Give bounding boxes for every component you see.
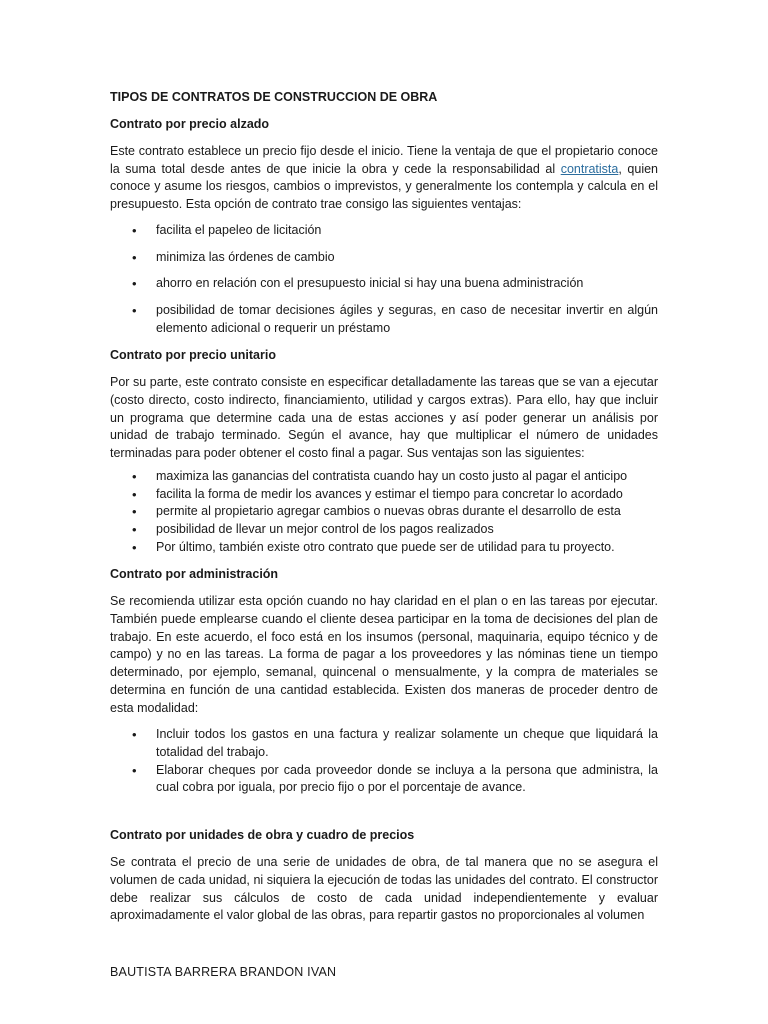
list-item: • facilita la forma de medir los avances y estimar el tiempo para concretar lo acordado (110, 486, 658, 504)
section-paragraph-administracion: Se recomienda utilizar esta opción cuando no hay claridad en el plan o en las tareas por ejecutar. También puede emplearse cuando el cliente desea participar en la toma de decisiones del plan de trabajo. En este acuerdo, el foco está en los insumos (personal, maquinaria, equipo técnico y de campo) y no en las tareas. La forma de pagar a los proveedores y las nóminas tiene un tiempo determinado, por ejemplo, semanal, quincenal o mensualmente, y la compra de materiales se determina en función de una cantidad establecida. Existen dos maneras de proceder dentro de esta modalidad: (110, 594, 658, 715)
list-item: • posibilidad de llevar un mejor control de los pagos realizados (110, 521, 658, 539)
footer-author: BAUTISTA BARRERA BRANDON IVAN (110, 965, 337, 979)
section-heading-administracion: Contrato por administración (110, 567, 279, 582)
list-item: • Por último, también existe otro contrato que puede ser de utilidad para tu proyecto. (110, 539, 658, 557)
list-item: • minimiza las órdenes de cambio (110, 249, 658, 267)
contratista-link[interactable]: contratista (560, 161, 619, 176)
document-title: TIPOS DE CONTRATOS DE CONSTRUCCION DE OBRA (110, 90, 438, 104)
section-paragraph-precio-unitario: Por su parte, este contrato consiste en especificar detalladamente las tareas que se van a ejecutar (costo directo, costo indirecto, financiamiento, utilidad y cargos extras). Para ello, hay que incluir un programa que determine cada una de estas acciones y así poder generar un análisis por unidad de trabajo terminado. Según el avance, hay que multiplicar el número de unidades terminadas para poder obtener el costo final a pagar. Sus ventajas son las siguientes: (110, 375, 658, 461)
advantages-list-precio-alzado (110, 222, 658, 338)
list-item: • Incluir todos los gastos en una factura y realizar solamente un cheque que liquidará la totalidad del trabajo. (110, 726, 658, 761)
advantages-list-precio-unitario (110, 468, 658, 557)
section-heading-precio-unitario: Contrato por precio unitario (110, 348, 276, 363)
list-item: • maximiza las ganancias del contratista cuando hay un costo justo al pagar el anticipo (110, 468, 658, 486)
section-heading-unidades-de-obra: Contrato por unidades de obra y cuadro de precios (110, 828, 415, 843)
procedures-list-administracion (110, 726, 658, 797)
list-item: • ahorro en relación con el presupuesto inicial si hay una buena administración (110, 275, 658, 293)
paragraph-text: Este contrato establece un precio fijo desde el inicio. Tiene la ventaja de que el propietario conoce la suma total desde antes de que inicie la obra y cede la responsabilidad al (110, 144, 658, 176)
list-item: • Elaborar cheques por cada proveedor donde se incluya a la persona que administra, la cual cobra por iguala, por precio fijo o por el porcentaje de avance. (110, 762, 658, 797)
paragraph-text: , quien conoce y asume los riesgos, cambios o imprevistos, y generalmente los contempla y calcula en el presupuesto. Esta opción de contrato trae consigo las siguientes ventajas: (110, 161, 659, 212)
list-item: • facilita el papeleo de licitación (110, 222, 658, 240)
list-item: • permite al propietario agregar cambios o nuevas obras durante el desarrollo de esta (110, 503, 658, 521)
section-paragraph-unidades-de-obra: Se contrata el precio de una serie de unidades de obra, de tal manera que no se asegura el volumen de cada unidad, ni siquiera la ejecución de todas las unidades del contrato. El constructor debe realizar sus cálculos de costo de cada unidad independientemente y evaluar aproximadamente el valor global de las obras, para repartir gastos no proporcionales al volumen (110, 855, 658, 923)
section-heading-precio-alzado: Contrato por precio alzado (110, 117, 270, 131)
list-item: • posibilidad de tomar decisiones ágiles y seguras, en caso de necesitar invertir en algún elemento adicional o requerir un préstamo (110, 302, 658, 337)
section-paragraph-precio-alzado (110, 143, 658, 214)
